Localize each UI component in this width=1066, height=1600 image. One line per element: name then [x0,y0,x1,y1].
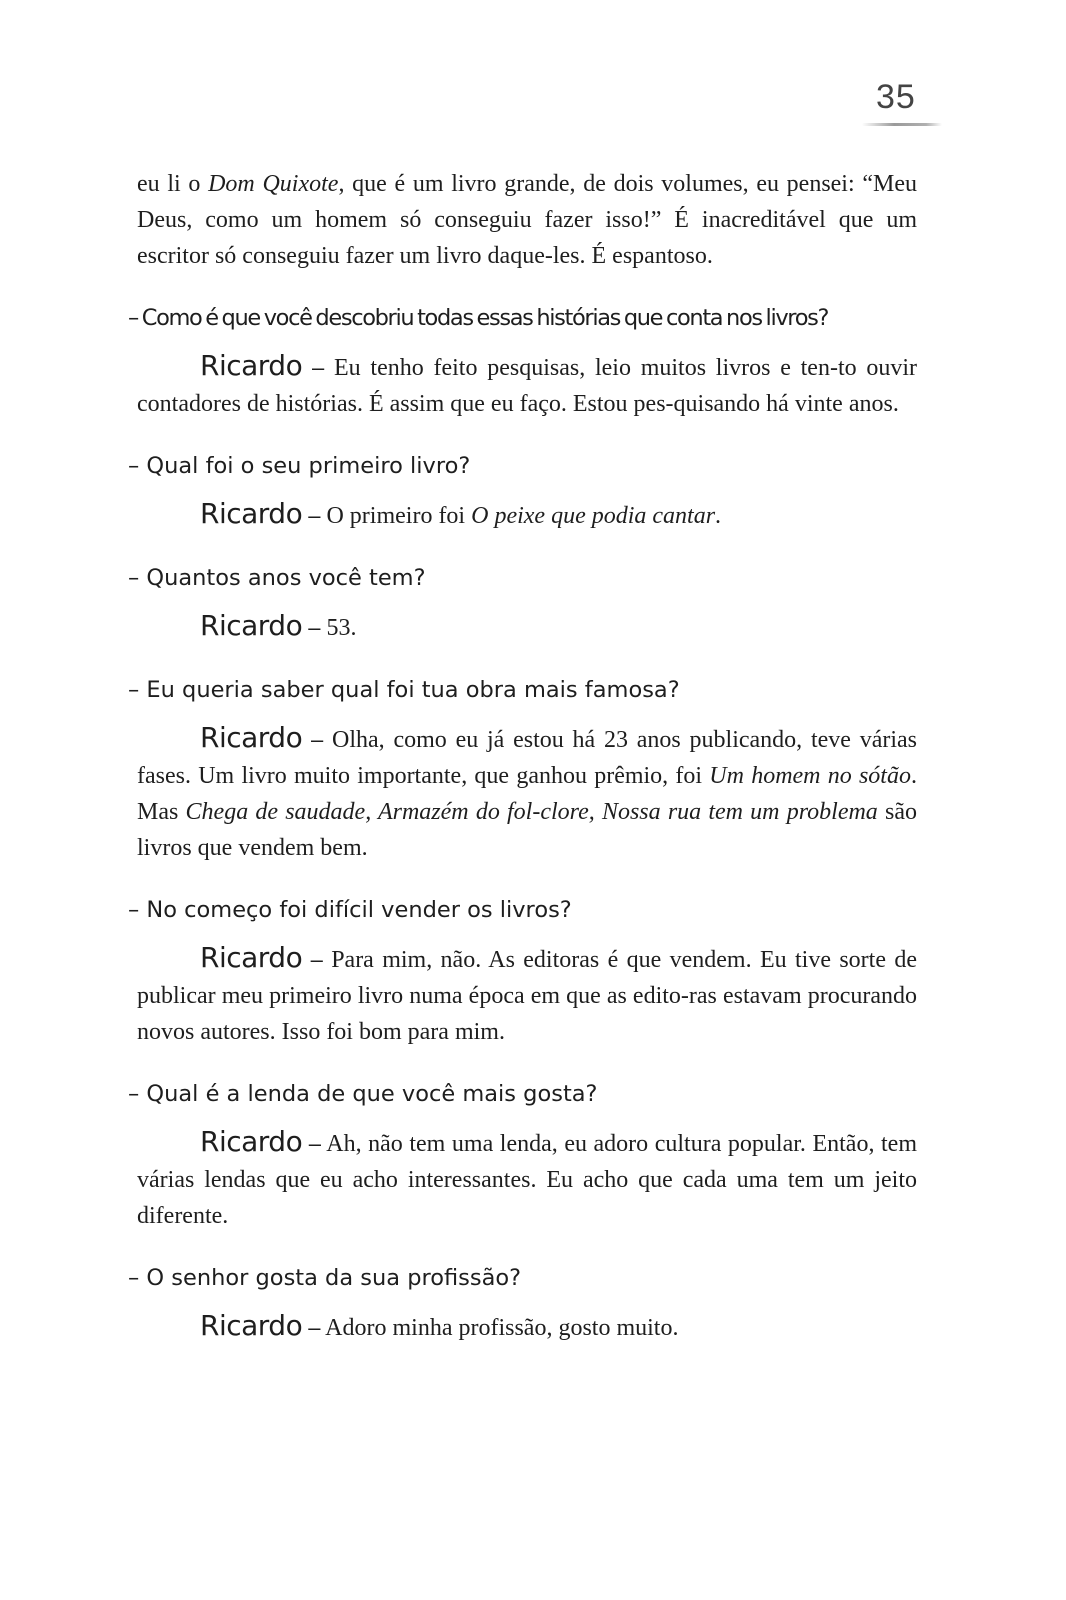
dash: – [310,947,323,972]
speaker-name: Ricardo [200,1125,303,1158]
book-title: Um homem no sótão [709,763,911,789]
question: – Qual foi o seu primeiro livro? [128,453,471,479]
question: – Eu queria saber qual foi tua obra mais famosa? [128,677,680,703]
intro-paragraph [137,166,917,274]
book-title: O peixe que podia cantar [471,503,716,529]
dash: – [308,615,321,640]
question: – No começo foi difícil vender os livros? [128,897,572,923]
speaker-name: Ricardo [200,497,303,530]
answer-text: Adoro minha profissão, gosto muito. [325,1315,679,1341]
answer [137,940,917,1050]
answer-text: O primeiro foi [326,503,472,529]
dash: – [311,355,325,380]
page-number-rule [862,123,942,126]
answer-text: Eu tenho feito pesquisas, leio muitos livros e ten-to ouvir contadores de histórias. É assim que eu faço. Estou pes-quisando há vinte anos. [137,355,918,417]
speaker-name: Ricardo [200,1309,303,1342]
book-title: Dom Quixote [208,171,339,197]
question: – Quantos anos você tem? [128,565,426,591]
answer [137,608,917,646]
page-body [128,166,918,1346]
dash: – [308,1131,322,1156]
speaker-name: Ricardo [200,349,303,382]
answer-text: . [715,503,722,529]
answer-text: Olha, como eu já estou há 23 anos publicando, teve várias fases. Um livro muito importante, que ganhou prêmio, foi [137,727,917,789]
answer-text: Ah, não tem uma lenda, eu adoro cultura popular. Então, tem várias lendas que eu acho interessantes. Eu acho que cada uma tem um jeito diferente. [137,1131,917,1229]
answer [137,1308,917,1346]
intro-text: , que é um livro grande, de dois volumes, eu pensei: “Meu Deus, como um homem só conseguiu fazer isso!” É inacreditável que um escritor só conseguiu fazer um livro daque-les. É espantoso. [137,171,917,269]
answer-text: são livros que vendem bem. [137,799,917,861]
page-number: 35 [876,78,916,116]
dash: – [308,503,321,528]
answer [137,348,917,422]
question: – Como é que você descobriu todas essas histórias que conta nos livros? [128,305,829,331]
speaker-name: Ricardo [200,721,303,754]
answer [137,1124,917,1234]
speaker-name: Ricardo [200,609,303,642]
dash: – [311,727,324,752]
book-title: Chega de saudade, Armazém do fol-clore, Nossa rua tem um problema [185,799,878,825]
speaker-name: Ricardo [200,941,303,974]
intro-text: eu li o [137,171,209,197]
answer [137,496,917,534]
question: – Qual é a lenda de que você mais gosta? [128,1081,598,1107]
question: – O senhor gosta da sua profissão? [128,1265,522,1291]
dash: – [308,1315,321,1340]
answer [137,720,917,866]
answer-text: Para mim, não. As editoras é que vendem. Eu tive sorte de publicar meu primeiro livro numa época em que as edito-ras estavam procurando novos autores. Isso foi bom para mim. [137,947,917,1045]
answer-text: 53. [326,615,357,641]
answer-text: . Mas [137,763,917,825]
